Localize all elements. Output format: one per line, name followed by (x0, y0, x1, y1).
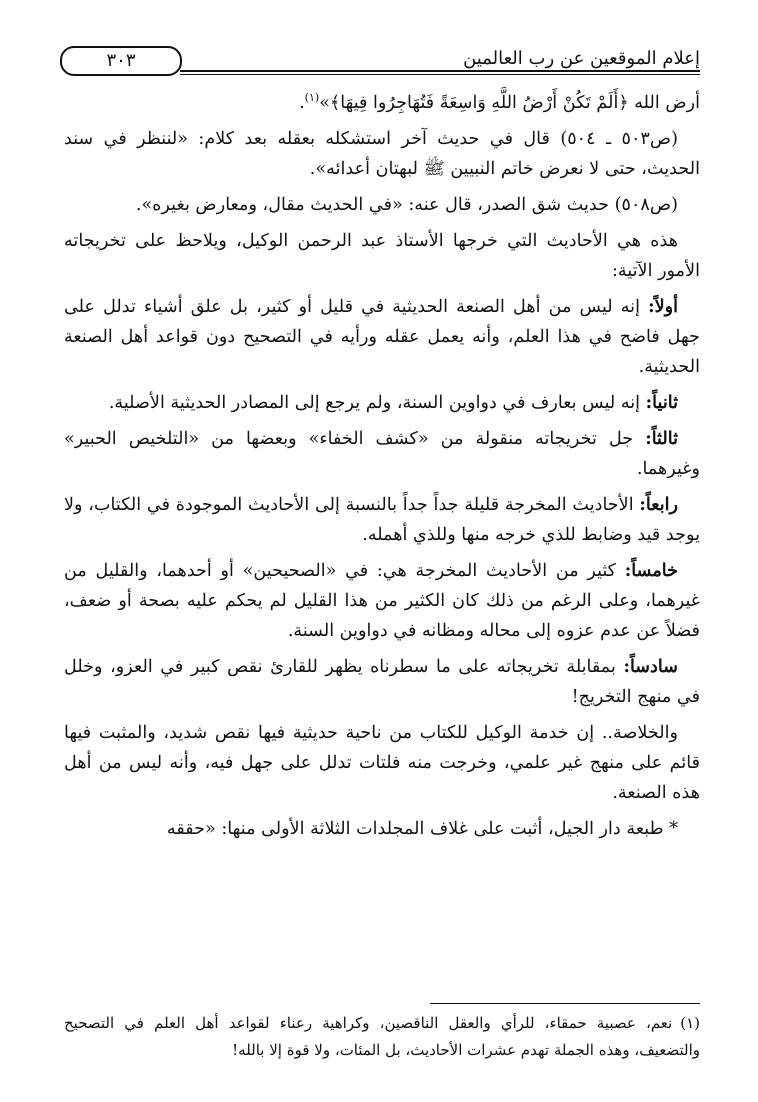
page-number: ٣٠٣ (60, 46, 182, 76)
paragraph (64, 226, 700, 286)
paragraph-text: * طبعة دار الجيل، أثبت على غلاف المجلدات الثلاثة الأولى منها: «حققه (166, 819, 678, 839)
paragraph-text: (ص٥٠٨) حديث شق الصدر، قال عنه: «في الحديث مقال، ومعارض بغيره». (135, 195, 678, 215)
paragraph-text: الأحاديث المخرجة قليلة جداً جداً بالنسبة إلى الأحاديث الموجودة في الكتاب، ولا يوجد قيد وضابط للذي خرجه منها وللذي أهمله. (64, 495, 700, 545)
paragraph (64, 124, 700, 184)
paragraph-point-5 (64, 556, 700, 646)
paragraph-text: والخلاصة.. إن خدمة الوكيل للكتاب من ناحية حديثية فيها نقص شديد، والمثبت فيها قائم على منهج غير علمي، وخرجت منه فلتات تدلل على جهل فيه، وأنه ليس من أهل هذه الصنعة. (64, 723, 700, 803)
paragraph (64, 88, 700, 118)
footnotes (64, 1010, 700, 1064)
paragraph-point-1 (64, 292, 700, 382)
paragraph-tail: . (299, 93, 305, 113)
header-rule-thin (180, 74, 700, 75)
point-heading: رابعاً: (639, 494, 678, 515)
paragraph-text: أرض الله ﴿أَلَمْ تَكُنْ أَرْضُ اللَّهِ وَاسِعَةً فَتُهَاجِرُوا فِيهَا﴾» (319, 93, 700, 113)
paragraph-text: كثير من الأحاديث المخرجة هي: في «الصحيحين» أو أحدهما، والقليل من غيرهما، وعلى الرغم من ذلك كان الكثير من هذا القليل لم يحكم عليه بصحة أو ضعف، فضلاً عن عدم عزوه إلى محاله ومظانه في دواوين السنة. (64, 561, 700, 641)
footnote-mark: (١) (680, 1014, 700, 1032)
footnote-reference: (١) (304, 91, 320, 105)
running-title: إعلام الموقعين عن رب العالمين (463, 48, 700, 69)
paragraph-point-4 (64, 490, 700, 550)
point-heading: ثالثاً: (645, 428, 678, 449)
paragraph-text: إنه ليس بعارف في دواوين السنة، ولم يرجع إلى المصادر الحديثية الأصلية. (108, 393, 646, 413)
point-heading: خامساً: (624, 560, 678, 581)
footnote-text: نعم، عصبية حمقاء، للرأي والعقل الناقصين، وكراهية رعناء لقواعد أهل العلم في التصحيح والتضعيف، وهذه الجملة تهدم عشرات الأحاديث، بل المئات، ولا قوة إلا بالله! (64, 1014, 700, 1059)
point-heading: أولاً: (648, 296, 678, 317)
footnote-item (64, 1010, 700, 1064)
paragraph-text: هذه هي الأحاديث التي خرجها الأستاذ عبد الرحمن الوكيل، ويلاحظ على تخريجاته الأمور الآتية: (64, 231, 700, 281)
header-rule (180, 70, 700, 72)
paragraph-text: بمقابلة تخريجاته على ما سطرناه يظهر للقارئ نقص كبير في العزو، وخلل في منهج التخريج! (64, 657, 700, 707)
footnote-separator (430, 1003, 700, 1004)
point-heading: سادساً: (623, 656, 678, 677)
paragraph-point-2 (64, 388, 700, 418)
main-text (64, 88, 700, 850)
paragraph-point-3 (64, 424, 700, 484)
page-header (60, 40, 700, 80)
paragraph-text: (ص٥٠٣ ـ ٥٠٤) قال في حديث آخر استشكله بعقله بعد كلام: «لننظر في سند الحديث، حتى لا نعرض خاتم النبيين ﷺ لبهتان أعدائه». (64, 129, 700, 179)
paragraph-text: إنه ليس من أهل الصنعة الحديثية في قليل أو كثير، بل علق أشياء تدلل على جهل فاضح في هذا العلم، وأنه يعمل عقله ورأيه في التصحيح دون قواعد أهل الصنعة الحديثية. (64, 297, 700, 377)
paragraph-text: جل تخريجاته منقولة من «كشف الخفاء» وبعضها من «التلخيص الحبير» وغيرهما. (64, 429, 700, 479)
paragraph (64, 190, 700, 220)
point-heading: ثانياً: (645, 392, 678, 413)
paragraph-point-6 (64, 652, 700, 712)
paragraph-summary (64, 718, 700, 808)
paragraph-edition-note (64, 814, 700, 844)
